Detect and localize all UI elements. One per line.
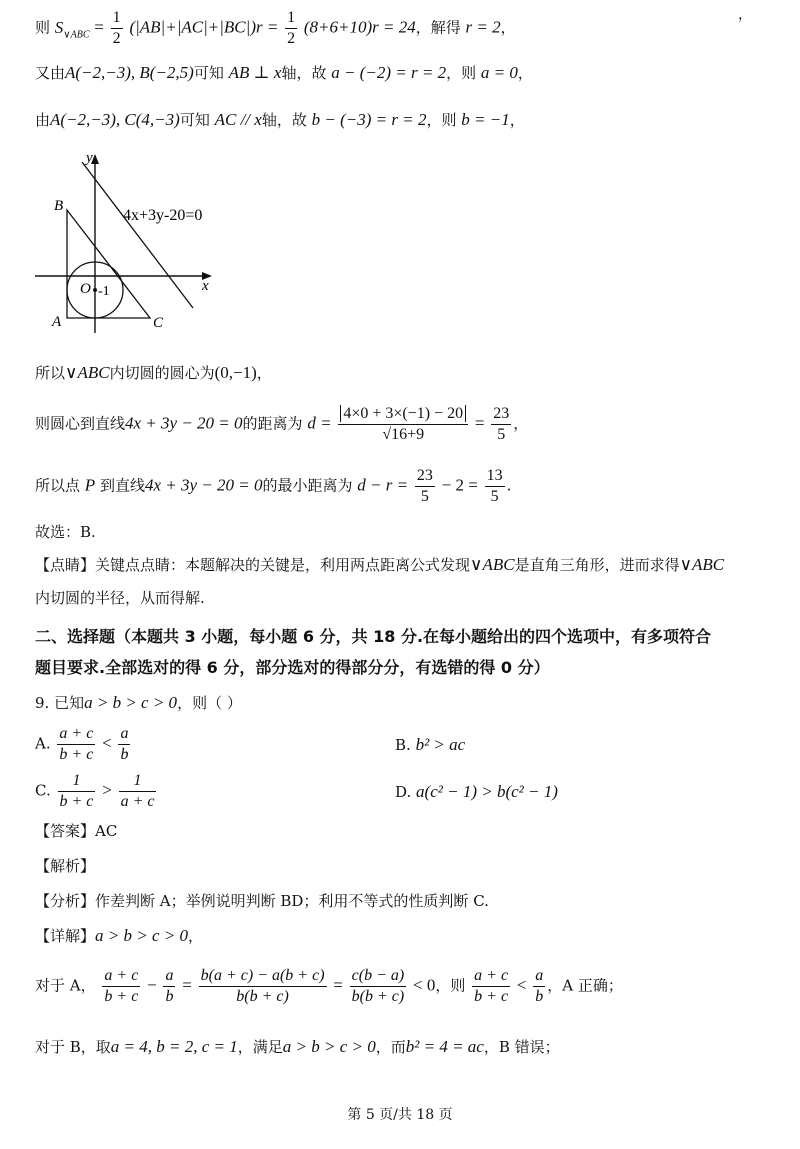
equation-a: a − (−2) = r = 2: [331, 63, 447, 82]
page-footer: 第 5 页/共 18 页: [347, 1107, 453, 1123]
center-point: (0,−1): [214, 363, 257, 382]
result-b: b = −1: [461, 110, 510, 129]
option-b[interactable]: B. b² > ac: [395, 735, 466, 754]
equation-b: b − (−3) = r = 2: [311, 110, 427, 129]
distance-line: 则圆心到直线4x + 3y − 20 = 0的距离为 d = $\frac{4\times 0 + 3\times(-1) - 20}{√16+9}$ = $\frac{23}{5}$ ，: [35, 405, 529, 443]
geometry-figure: [30, 148, 230, 338]
question-9-stem: 9. 已知a > b > c > 0，则（ ）: [35, 693, 242, 712]
radius-result: r = 2: [465, 17, 501, 37]
area-symbol: $S_{\vee ABC}$: [54, 17, 90, 40]
label-b: B: [54, 198, 64, 214]
label-c: C: [153, 315, 164, 331]
perimeter-expr: (8+6+10)r = 24: [303, 17, 416, 37]
section-title-1: 二、选择题（本题共 3 小题，每小题 6 分，共 18 分.在每小题给出的四个选项中，有多项符合: [35, 627, 712, 646]
result-a: a = 0: [480, 63, 518, 82]
relation-ac: AC // x: [214, 110, 262, 129]
section-title-2: 题目要求.全部选对的得 6 分，部分选对的得部分分，有选错的得 0 分）: [35, 658, 550, 677]
incircle-center: [93, 288, 97, 292]
distance-fraction: $\frac{4\times 0 + 3\times(-1) - 20}{√16+9}$: [338, 404, 468, 445]
relation-ab: AB ⊥ x: [228, 63, 282, 82]
points-ab: A(−2,−3), B(−2,5): [65, 63, 194, 82]
reasoning-b: 对于 B，取a = 4, b = 2, c = 1，满足a > b > c > 0，而b² = 4 = ac，B 错误；: [35, 1037, 560, 1056]
reasoning-a: 对于 A， $\frac{a + c}{b + c}$ − $\frac{a}{b}$ = $\frac{b(a + c) - a(b + c)}{b(b + c)}$ = $\frac{c(b - a)}{b(b + c)}$ < 0，则 $\frac{a + c}{b + c}$ < $\frac{a}{b}$ ，A 正确；: [35, 967, 623, 1005]
derivation-line-1: 则 $S_{\vee ABC}$ = $\frac{1}{2}$ (|AB|+|AC|+|BC|)r = $\frac{1}{2}$ (8+6+10)r = 24，解得 r = 2，: [35, 9, 516, 47]
answer: 【答案】AC: [35, 822, 118, 840]
label-o: O: [80, 281, 91, 297]
fraction-half-2: $\frac{1}{2}$: [287, 9, 296, 47]
label-center: -1: [98, 284, 110, 299]
y-axis-label: y: [86, 150, 93, 166]
points-ac: A(−2,−3), C(4,−3): [50, 110, 180, 129]
x-axis-label: x: [202, 278, 209, 294]
sides-sum: (|AB|+|AC|+|BC|)r =: [129, 17, 279, 37]
triangle-abc: [67, 210, 150, 318]
label-line-equation: 4x+3y-20=0: [123, 207, 203, 224]
distance-result: $\frac{23}{5}$: [493, 405, 510, 443]
label-a: A: [52, 314, 62, 330]
min-distance-line: 所以点 P 到直线4x + 3y − 20 = 0的最小距离为 d − r = $\frac{23}{5}$ − 2 = $\frac{13}{5}$ .: [35, 467, 512, 505]
fraction-half: $\frac{1}{2}$: [112, 9, 121, 47]
analysis-summary: 【分析】作差判断 A；举例说明判断 BD；利用不等式的性质判断 C.: [35, 892, 489, 910]
incircle-center-line: 所以∨ABC内切圆的圆心为(0,−1)，: [35, 363, 272, 382]
option-a[interactable]: A. $\frac{a + c}{b + c}$ < $\frac{a}{b}$: [35, 725, 129, 763]
option-d[interactable]: D. a(c² − 1) > b(c² − 1): [395, 782, 558, 801]
key-point-line-2: 内切圆的半径，从而得解.: [35, 589, 205, 607]
option-c[interactable]: C. $\frac{1}{b + c}$ > $\frac{1}{a + c}$: [35, 772, 155, 810]
corner-mark: ，: [738, 7, 752, 23]
derivation-line-3: 由A(−2,−3), C(4,−3)可知 AC // x轴，故 b − (−3) = r = 2，则 b = −1，: [35, 110, 525, 129]
analysis-label: 【解析】: [35, 857, 96, 875]
derivation-line-2: 又由A(−2,−3), B(−2,5)可知 AB ⊥ x轴，故 a − (−2) = r = 2，则 a = 0，: [35, 63, 533, 82]
choose-answer: 故选：B.: [35, 523, 96, 541]
key-point-line-1: 【点睛】关键点点睛：本题解决的关键是，利用两点距离公式发现∨ABC是直角三角形，进而求得∨ABC: [35, 555, 725, 574]
detailed-solution: 【详解】a > b > c > 0，: [35, 926, 203, 945]
